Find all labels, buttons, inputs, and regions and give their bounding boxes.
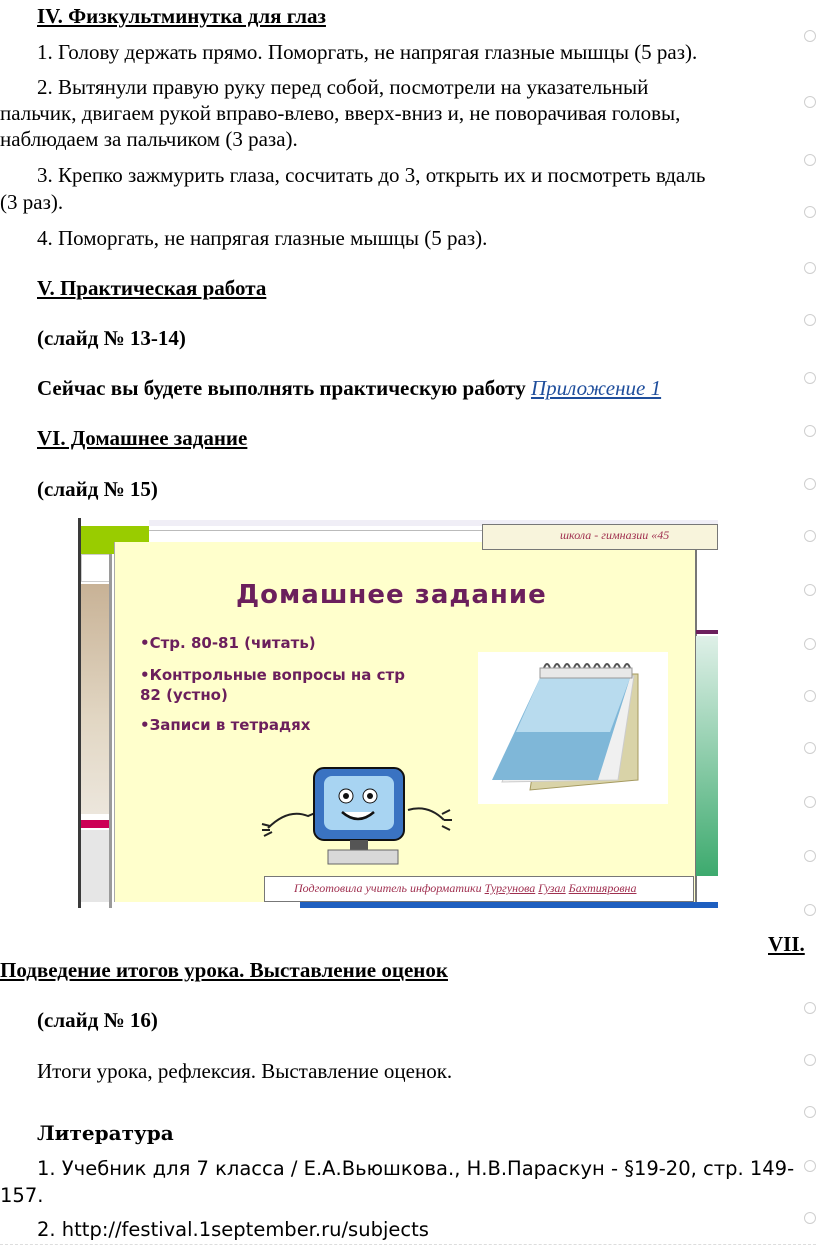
section-6-heading: VI. Домашнее задание xyxy=(37,426,248,450)
slide-white-block xyxy=(81,554,111,582)
slide-footer-name-2: Гузал xyxy=(538,881,566,895)
exercise-2-line-3: наблюдаем за пальчиком (3 раза). xyxy=(0,127,298,151)
slide-title: Домашнее задание xyxy=(236,580,547,610)
slide-footer-name-1: Тургунова xyxy=(484,881,536,895)
slide-column-divider xyxy=(109,554,112,908)
slide-footer xyxy=(294,881,636,896)
slide-footer-prefix: Подготовила учитель информатики xyxy=(294,881,485,895)
slide-bullet-1: •Стр. 80-81 (читать) xyxy=(140,634,316,652)
literature-item-1-line-1: 1. Учебник для 7 класса / Е.А.Вьюшкова., Н.В.Параскун - §19-20, стр. 149- xyxy=(37,1157,795,1180)
slide-bottom-bar xyxy=(300,902,718,908)
page-bottom-border xyxy=(0,1244,816,1246)
notepad-icon xyxy=(478,652,668,804)
exercise-2-line-1: 2. Вытянули правую руку перед собой, посмотрели на указательный xyxy=(37,75,649,99)
exercise-3-line-1: 3. Крепко зажмурить глаза, сосчитать до 3, открыть их и посмотреть вдаль xyxy=(37,163,706,187)
exercise-1: 1. Голову держать прямо. Поморгать, не напрягая глазные мышцы (5 раз). xyxy=(37,40,698,64)
section-7-slide-ref: (слайд № 16) xyxy=(37,1008,158,1032)
section-7-number: VII. xyxy=(768,932,805,956)
slide-bullet-2: •Контрольные вопросы на стр xyxy=(140,666,405,684)
section-7-heading: Подведение итогов урока. Выставление оценок xyxy=(0,958,448,982)
literature-item-2: 2. http://festival.1september.ru/subjects xyxy=(37,1218,429,1241)
literature-heading: Литература xyxy=(37,1121,174,1145)
section-6-slide-ref: (слайд № 15) xyxy=(37,477,158,501)
section-5-slide-ref: (слайд № 13-14) xyxy=(37,326,186,350)
slide-green-gradient xyxy=(696,636,718,876)
exercise-2-line-2: пальчик, двигаем рукой вправо-влево, вверх-вниз и, не поворачивая головы, xyxy=(0,101,681,125)
slide-grey-strip xyxy=(81,830,109,902)
slide-footer-name-3: Бахтияровна xyxy=(568,881,637,895)
exercise-3-line-2: (3 раз). xyxy=(0,190,64,214)
exercise-4: 4. Поморгать, не напрягая глазные мышцы (5 раз). xyxy=(37,226,488,250)
slide-school-label: школа - гимназии «45 xyxy=(560,528,670,542)
smiling-computer-icon xyxy=(258,758,458,870)
section-5-heading: V. Практическая работа xyxy=(37,276,267,300)
slide-bullet-2-continued: 82 (устно) xyxy=(140,686,228,704)
slide-bullet-3: •Записи в тетрадях xyxy=(140,716,311,734)
section-7-text: Итоги урока, рефлексия. Выставление оценок. xyxy=(37,1059,453,1083)
homework-slide xyxy=(78,518,718,908)
practical-work-text xyxy=(37,376,661,400)
slide-magenta-bar xyxy=(81,820,109,828)
appendix-link[interactable]: Приложение 1 xyxy=(530,376,662,400)
section-4-heading: IV. Физкультминутка для глаз xyxy=(37,4,326,28)
literature-item-1-line-2: 157. xyxy=(0,1184,44,1207)
practical-work-label: Сейчас вы будете выполнять практическую работу xyxy=(37,376,526,400)
slide-right-accent xyxy=(696,630,718,634)
slide-tan-strip xyxy=(81,584,109,814)
